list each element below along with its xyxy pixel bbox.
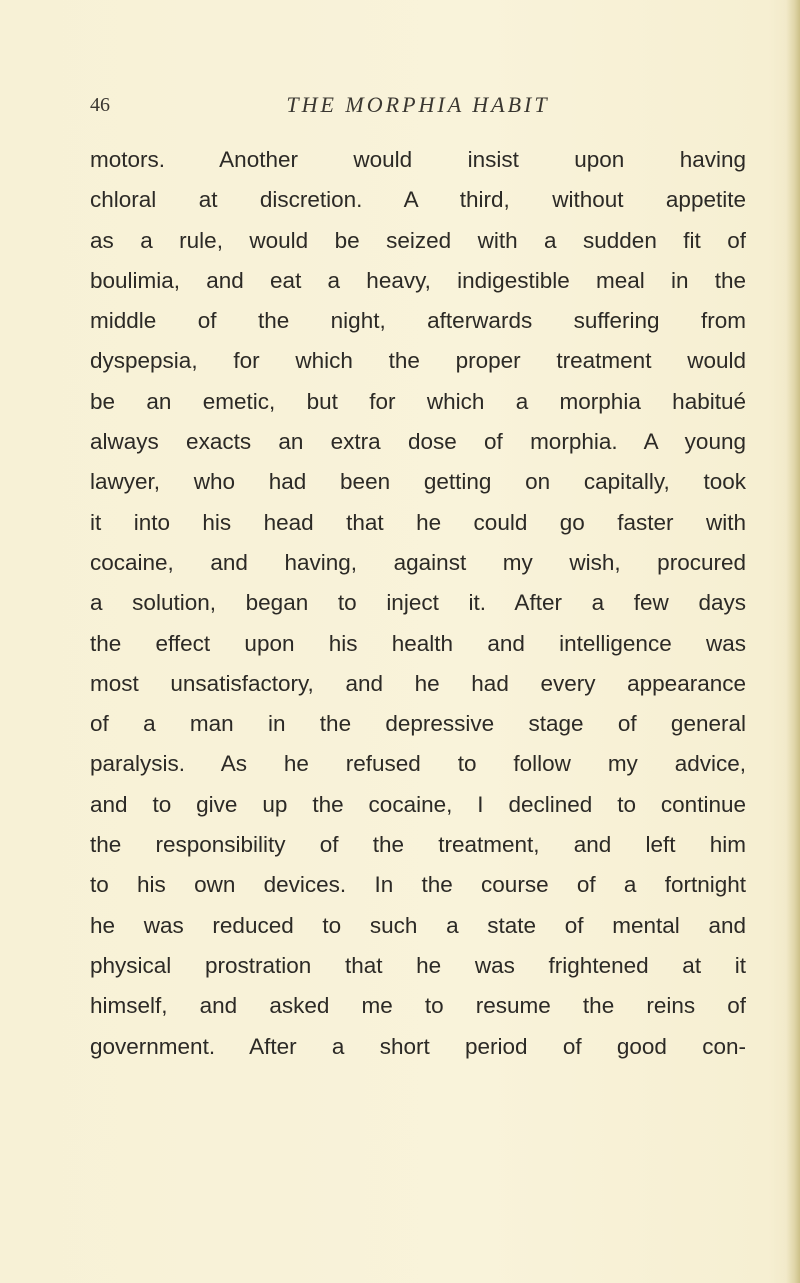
text-line: be an emetic, but for which a morphia habitué: [90, 388, 746, 414]
text-line: physical prostration that he was frightened at it: [90, 952, 746, 978]
text-line: lawyer, who had been getting on capitally, took: [90, 469, 746, 495]
text-line: to his own devices. In the course of a fortnight: [90, 872, 746, 898]
text-line: he was reduced to such a state of mental and: [90, 912, 746, 938]
text-line: boulimia, and eat a heavy, indigestible meal in the: [90, 267, 746, 293]
text-line: the effect upon his health and intelligence was: [90, 630, 746, 656]
text-line: as a rule, would be seized with a sudden fit of: [90, 227, 746, 253]
text-line: dyspepsia, for which the proper treatment would: [90, 348, 746, 374]
body-text: [90, 140, 746, 1067]
text-line: the responsibility of the treatment, and left him: [90, 832, 746, 858]
text-line: government. After a short period of good con-: [90, 1033, 746, 1059]
running-title: THE MORPHIA HABIT: [286, 92, 550, 117]
text-line: most unsatisfactory, and he had every appearance: [90, 670, 746, 696]
text-line: chloral at discretion. A third, without appetite: [90, 187, 746, 213]
text-line: cocaine, and having, against my wish, procured: [90, 549, 746, 575]
text-line: and to give up the cocaine, I declined to continue: [90, 791, 746, 817]
text-line: of a man in the depressive stage of general: [90, 711, 746, 737]
text-line: always exacts an extra dose of morphia. A young: [90, 429, 746, 455]
text-line: a solution, began to inject it. After a few days: [90, 590, 746, 616]
page-header: [90, 88, 746, 128]
text-line: motors. Another would insist upon having: [90, 147, 746, 172]
page-edge-shadow: [786, 0, 800, 1283]
text-line: it into his head that he could go faster with: [90, 509, 746, 535]
text-line: paralysis. As he refused to follow my advice,: [90, 751, 746, 777]
text-line: himself, and asked me to resume the reins of: [90, 993, 746, 1019]
text-line: middle of the night, afterwards suffering from: [90, 308, 746, 334]
page-number: 46: [90, 94, 110, 116]
